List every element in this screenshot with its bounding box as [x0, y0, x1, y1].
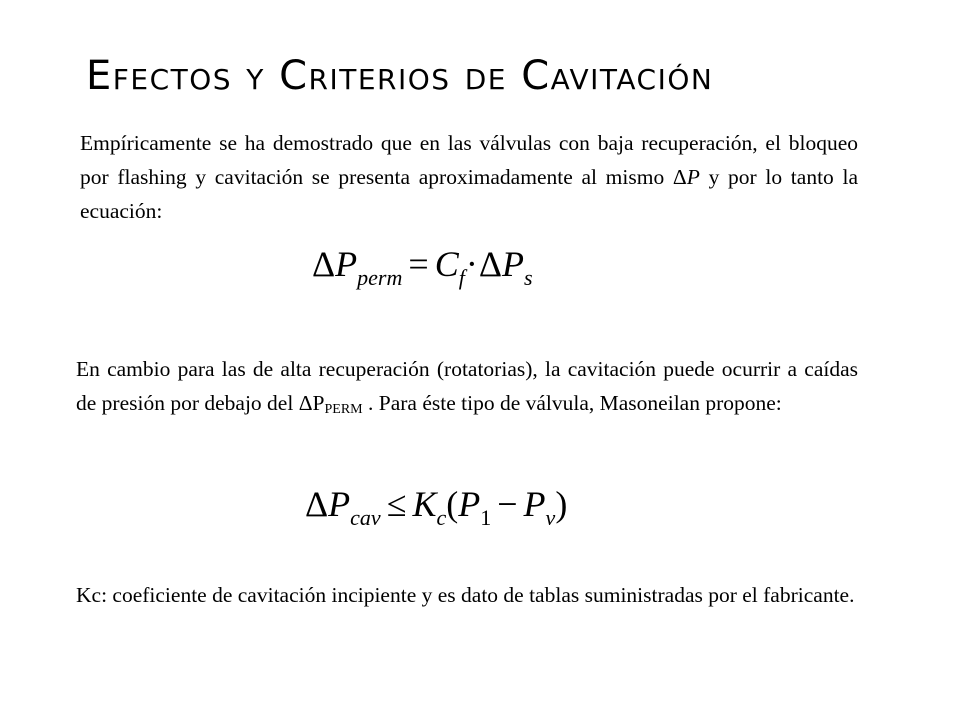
paragraph-high-recovery-text: En cambio para las de alta recuperación (rotatorias), la cavitación puede ocurrir a caídas de presión por debajo del: [76, 357, 858, 415]
formula2-sub-1: 1: [480, 505, 492, 530]
formula1-p2: P: [501, 244, 524, 284]
perm-subscript: PERM: [324, 402, 363, 417]
formula2-pv: P: [523, 484, 546, 524]
formula1-c: C: [434, 244, 459, 284]
paragraph-high-recovery: [76, 352, 858, 427]
formula2-minus: −: [497, 484, 518, 524]
paragraph-low-recovery-text-end: y por lo tanto la ecuación:: [80, 165, 859, 223]
formula2-p: P: [328, 484, 351, 524]
formula2-close-paren: ): [555, 484, 568, 524]
formula1-sub-s: s: [523, 265, 533, 290]
formula1-equals: =: [408, 244, 429, 284]
formula1-sub-f: f: [458, 265, 465, 290]
paragraph-kc-definition: Kc: coeficiente de cavitación incipiente y es dato de tablas suministradas por el fabricante.: [76, 583, 855, 607]
formula2-sub-v: v: [545, 505, 556, 530]
formula2-leq: ≤: [386, 484, 407, 524]
paragraph-low-recovery: [80, 126, 858, 228]
formula1-p: P: [335, 244, 358, 284]
formula2-open-paren: (: [446, 484, 459, 524]
paragraph-low-recovery-text: Empíricamente se ha demostrado que en las válvulas con baja recuperación, el bloqueo por flashing y cavitación se presenta aproximadamente al mismo: [80, 131, 858, 189]
slide-title: Efectos y Criterios de Cavitación: [86, 53, 714, 99]
formula1-dot: ·: [465, 244, 478, 284]
formula2-p1: P: [458, 484, 481, 524]
formula1-sub-perm: perm: [357, 265, 403, 290]
delta-p-perm: ΔP: [298, 391, 325, 415]
delta-symbol: Δ: [672, 165, 687, 189]
formula1-delta2: Δ: [478, 244, 502, 284]
formula-delta-p-perm: [312, 244, 533, 290]
formula2-sub-cav: cav: [350, 505, 381, 530]
formula2-sub-c: c: [436, 505, 447, 530]
formula-delta-p-cav: [305, 484, 568, 530]
variable-p: P: [686, 165, 700, 189]
formula2-delta: Δ: [305, 484, 329, 524]
formula1-delta: Δ: [312, 244, 336, 284]
paragraph-high-recovery-text-end: . Para éste tipo de válvula, Masoneilan propone:: [362, 391, 782, 415]
formula2-k: K: [412, 484, 437, 524]
